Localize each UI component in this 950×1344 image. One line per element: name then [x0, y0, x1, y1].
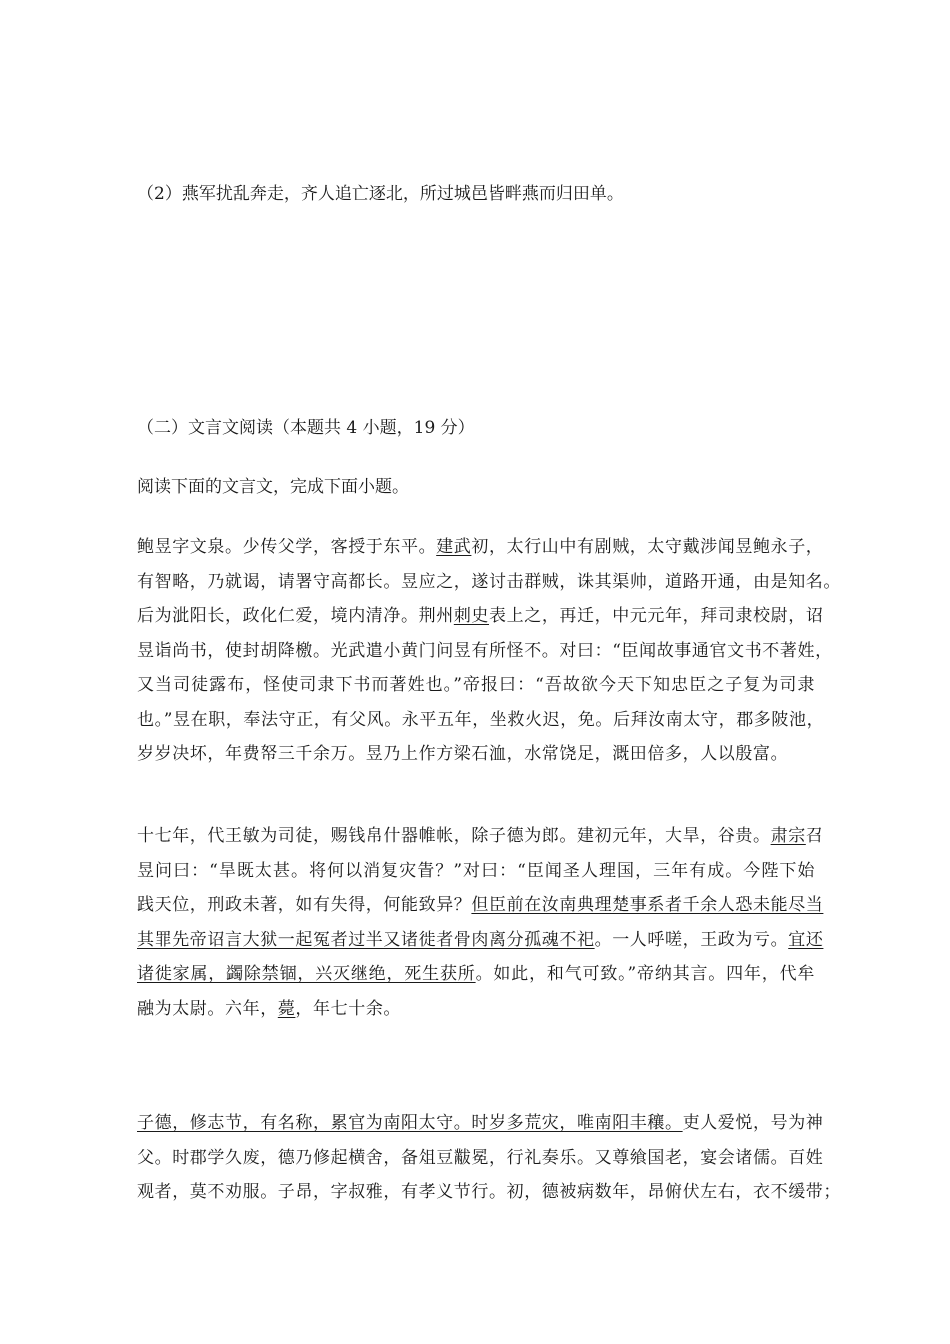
underlined-phrase: 刺史 — [453, 606, 490, 626]
question-2-text: （2）燕军扰乱奔走，齐人追亡逐北，所过城邑皆畔燕而归田单。 — [137, 184, 624, 204]
passage-line — [137, 640, 833, 661]
passage-text: 。如此，和气可致。”帝纳其言。四年，代牟 — [475, 964, 815, 984]
passage-line — [137, 964, 815, 984]
passage-text: 又当司徒露布，怪使司隶下书而著姓也。”帝报曰：“吾故欲今天下知忠臣之子复为司隶 — [137, 675, 815, 695]
passage-line — [137, 861, 815, 881]
section-heading: （二）文言文阅读（本题共 4 小题，19 分） — [137, 418, 475, 438]
underlined-phrase: 子德，修志节，有名称，累官为南阳太守。时岁多荒灾，唯南阳丰穰。 — [137, 1113, 683, 1133]
passage-line — [137, 709, 825, 730]
underlined-phrase: 建武 — [436, 537, 472, 557]
passage-text: 吏人爱悦，号为神 — [682, 1113, 824, 1133]
passage-text: 父。时郡学久废，德乃修起横舍，备俎豆黻冕，行礼奏乐。又尊飨国老，宴会诸儒。百姓 — [137, 1147, 824, 1168]
passage-line — [137, 1147, 824, 1168]
underlined-phrase: 诸徙家属，蠲除禁锢，兴灭继绝，死生获所 — [137, 964, 476, 984]
passage-text: 后为泚阳长，政化仁爱，境内清净。荆州 — [137, 606, 454, 626]
passage-line — [137, 606, 824, 626]
passage-line — [137, 571, 841, 592]
passage-text: 召 — [805, 826, 824, 846]
passage-text: 观者，莫不劝服。子昂，字叔雅，有孝义节行。初，德被病数年，昂俯伏左右，衣不缓带； — [137, 1182, 841, 1202]
passage-text: ，年七十余。 — [295, 998, 402, 1019]
underlined-phrase: 但臣前在汝南典理楚事系者千余人恐未能尽当 — [471, 895, 824, 915]
underlined-phrase: 其罪先帝诏言大狱一起冤者过半又诸徙者骨肉离分孤魂不祀 — [137, 929, 595, 950]
passage-line — [137, 1182, 841, 1202]
passage-text: 有智略，乃就谒，请署守高都长。昱应之，遂讨击群贼，诛其渠帅，道路开通，由是知名。 — [137, 571, 841, 592]
passage-text: 。一人呼嗟，王政为亏。 — [594, 929, 789, 950]
passage-text: 践天位，刑政未著，如有失得，何能致异？ — [137, 895, 472, 915]
passage-line — [137, 537, 824, 557]
passage-line — [137, 999, 815, 1019]
underlined-phrase: 宜还 — [788, 929, 824, 950]
underlined-phrase: 肃宗 — [770, 826, 806, 846]
passage-line — [137, 929, 824, 950]
passage-line — [137, 1113, 824, 1133]
underlined-phrase: 薨 — [277, 998, 296, 1019]
passage-text: 初，太行山中有剧贼，太守戴涉闻昱鲍永子， — [471, 537, 824, 557]
passage-text: 也。”昱在职，奉法守正，有父风。永平五年，坐救火迟，免。后拜汝南太守，郡多陂池， — [137, 709, 825, 730]
passage-text: 岁岁决坏，年费帑三千余万。昱乃上作方梁石洫，水常饶足，溉田倍多，人以殷富。 — [137, 744, 789, 764]
passage-line — [137, 826, 824, 846]
passage-line — [137, 895, 824, 915]
passage-line — [137, 744, 815, 764]
passage-text: 昱诣尚书，使封胡降檄。光武遣小黄门问昱有所怪不。对曰：“臣闻故事通官文书不著姓， — [137, 640, 833, 661]
passage-line — [137, 675, 815, 695]
passage-text: 昱问曰：“旱既太甚。将何以消复灾眚？”对曰：“臣闻圣人理国，三年有成。今陛下始 — [137, 860, 815, 881]
passage-text: 鲍昱字文泉。少传父学，客授于东平。 — [137, 537, 437, 557]
passage-text: 十七年，代王敏为司徒，赐钱帛什器帷帐，除子德为郎。建初元年，大旱，谷贵。 — [137, 826, 771, 846]
instruction-text: 阅读下面的文言文，完成下面小题。 — [137, 477, 409, 497]
passage-text: 表上之，再迁，中元元年，拜司隶校尉，诏 — [489, 606, 824, 626]
passage-text: 融为太尉。六年， — [137, 998, 278, 1019]
